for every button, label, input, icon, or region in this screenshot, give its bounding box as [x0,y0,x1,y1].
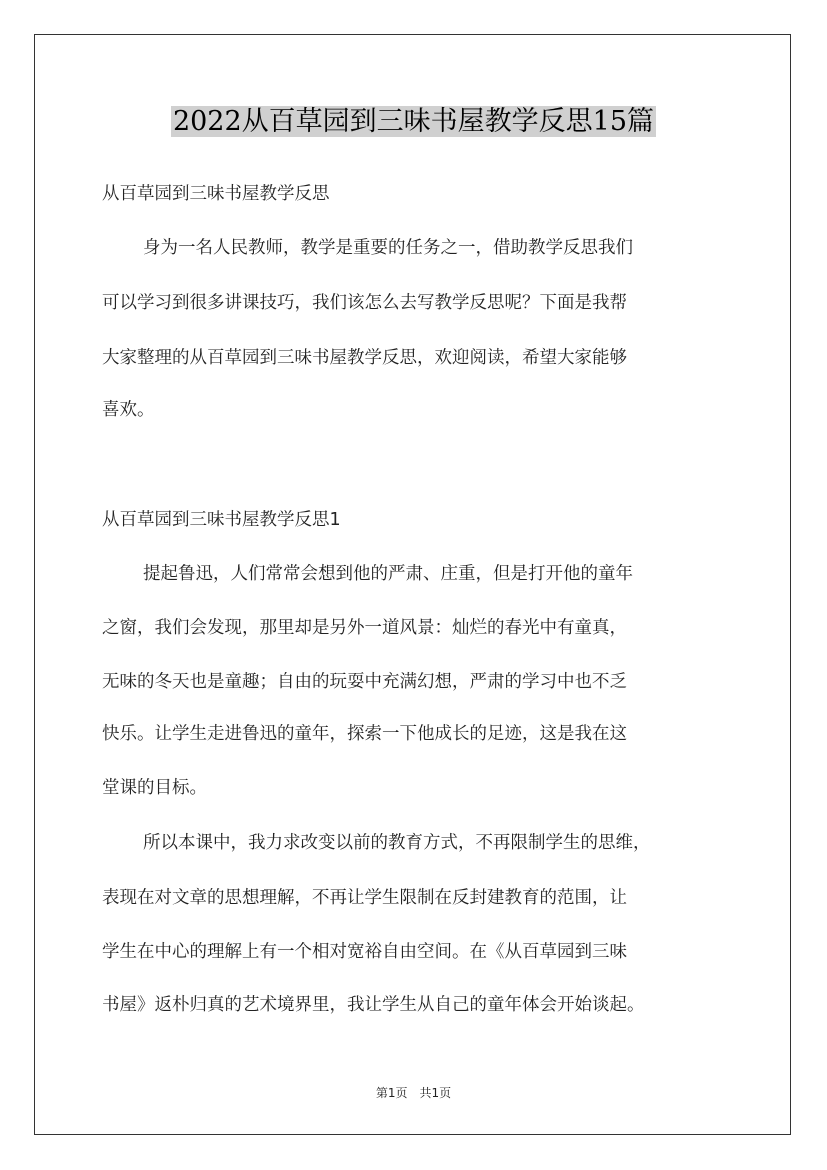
paragraph-line: 所以本课中，我力求改变以前的教育方式，不再限制学生的思维， [143,833,651,853]
paragraph-line: 表现在对文章的思想理解，不再让学生限制在反封建教育的范围，让 [102,888,627,908]
document-subtitle: 从百草园到三味书屋教学反思 [102,184,330,204]
intro-line: 喜欢。 [102,400,155,420]
paragraph-line: 学生在中心的理解上有一个相对宽裕自由空间。在《从百草园到三味 [102,942,627,962]
document-title-text: 2022从百草园到三味书屋教学反思15篇 [172,106,655,137]
intro-line: 可以学习到很多讲课技巧，我们该怎么去写教学反思呢？下面是我帮 [102,293,627,313]
page-number: 第1页 [375,1086,408,1100]
page-total: 共1页 [419,1086,452,1100]
page-footer [0,1084,827,1101]
intro-line: 身为一名人民教师，教学是重要的任务之一，借助教学反思我们 [143,238,633,258]
paragraph-line: 快乐。让学生走进鲁迅的童年，探索一下他成长的足迹，这是我在这 [102,724,627,744]
section-heading: 从百草园到三味书屋教学反思1 [102,510,341,530]
document-title [0,100,827,144]
paragraph-line: 堂课的目标。 [102,778,207,798]
paragraph-line: 之窗，我们会发现，那里却是另外一道风景：灿烂的春光中有童真， [102,618,627,638]
paragraph-line: 提起鲁迅，人们常常会想到他的严肃、庄重，但是打开他的童年 [143,564,633,584]
paragraph-line: 无味的冬天也是童趣；自由的玩耍中充满幻想，严肃的学习中也不乏 [102,672,627,692]
intro-line: 大家整理的从百草园到三味书屋教学反思，欢迎阅读，希望大家能够 [102,348,627,368]
paragraph-line: 书屋》返朴归真的艺术境界里，我让学生从自己的童年体会开始谈起。 [102,995,645,1015]
